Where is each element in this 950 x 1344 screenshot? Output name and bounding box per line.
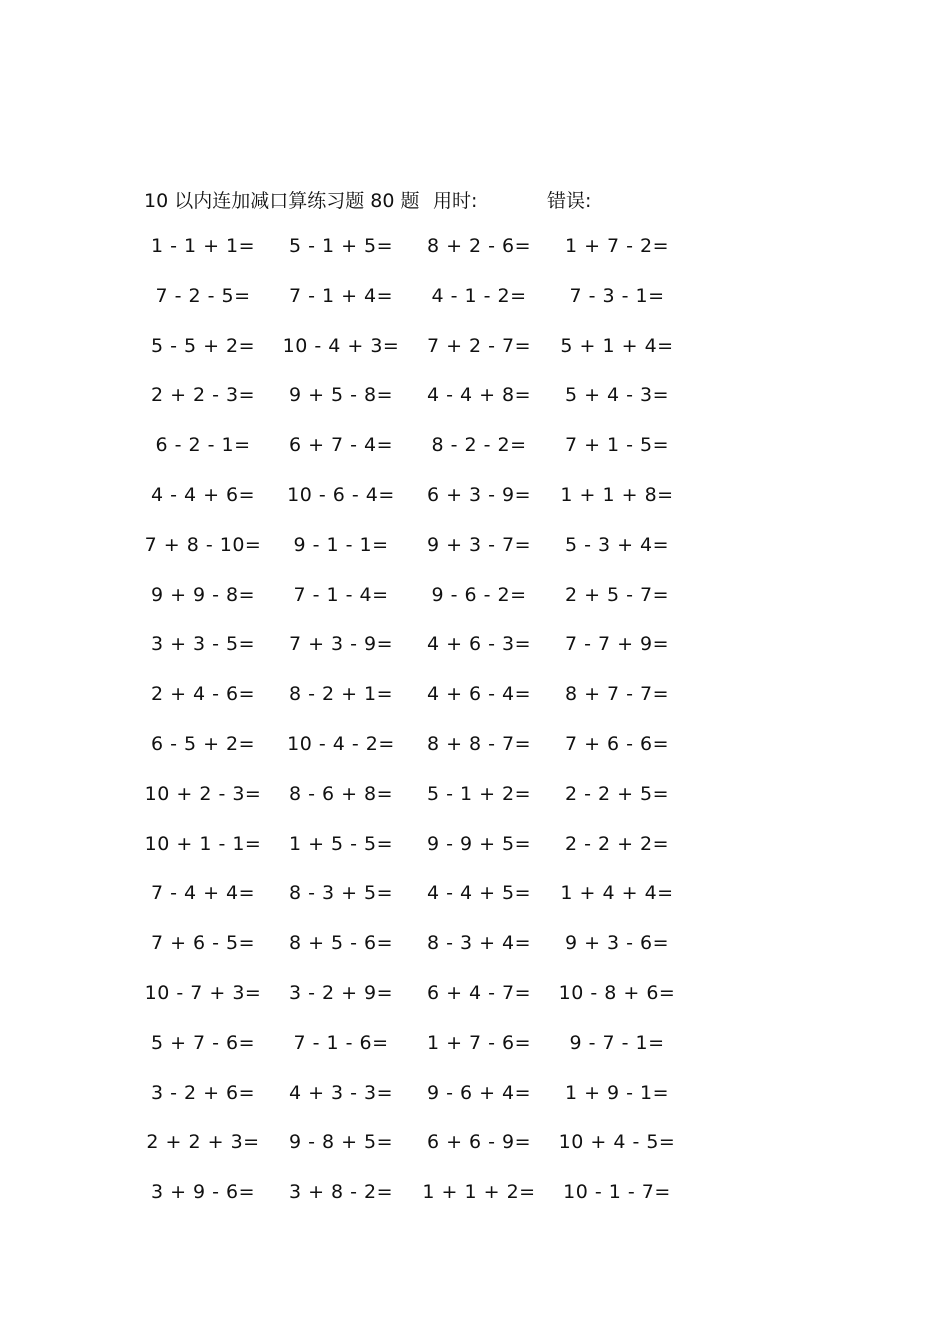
problem-row xyxy=(0,733,950,783)
problem-item: 7 + 1 - 5= xyxy=(564,434,670,457)
problem-item: 7 - 3 - 1= xyxy=(569,284,665,307)
problem-item: 9 + 9 - 8= xyxy=(150,583,256,606)
problem-item: 9 + 5 - 8= xyxy=(288,384,394,407)
problem-item: 8 + 7 - 7= xyxy=(564,683,670,706)
problem-item: 3 + 9 - 6= xyxy=(150,1181,256,1204)
problem-item: 7 + 3 - 9= xyxy=(288,633,394,656)
problem-item: 4 + 6 - 4= xyxy=(426,683,532,706)
problem-row xyxy=(0,882,950,932)
problem-item: 10 - 8 + 6= xyxy=(558,981,676,1004)
errors-label: 错误: xyxy=(547,190,592,212)
problem-item: 2 + 4 - 6= xyxy=(150,683,256,706)
problem-item: 9 - 6 + 4= xyxy=(426,1081,532,1104)
problem-item: 6 - 2 - 1= xyxy=(155,434,251,457)
problem-item: 8 + 2 - 6= xyxy=(426,235,532,257)
problem-row xyxy=(0,335,950,385)
problem-item: 3 + 3 - 5= xyxy=(150,633,256,656)
problem-item: 1 - 1 + 1= xyxy=(150,235,256,257)
problem-item: 10 + 4 - 5= xyxy=(558,1131,676,1154)
problem-item: 1 + 1 + 2= xyxy=(422,1181,536,1204)
problem-item: 10 - 1 - 7= xyxy=(563,1181,671,1204)
problem-item: 9 + 3 - 7= xyxy=(426,533,532,556)
problem-item: 7 - 7 + 9= xyxy=(564,633,670,656)
problem-item: 6 - 5 + 2= xyxy=(150,732,256,755)
problem-row xyxy=(0,584,950,634)
problem-item: 2 + 2 + 3= xyxy=(146,1131,260,1154)
problem-item: 3 - 2 + 9= xyxy=(288,981,394,1004)
problem-item: 2 - 2 + 5= xyxy=(564,782,670,805)
problem-item: 5 + 1 + 4= xyxy=(560,334,674,357)
problem-item: 7 + 2 - 7= xyxy=(426,334,532,357)
problem-row xyxy=(0,484,950,534)
problem-row xyxy=(0,434,950,484)
problem-item: 3 - 2 + 6= xyxy=(150,1081,256,1104)
problem-item: 9 - 6 - 2= xyxy=(431,583,527,606)
problem-item: 9 - 9 + 5= xyxy=(426,832,532,855)
problem-item: 4 - 4 + 8= xyxy=(426,384,532,407)
problem-item: 9 - 8 + 5= xyxy=(288,1131,394,1154)
problem-row xyxy=(0,982,950,1032)
problem-item: 1 + 5 - 5= xyxy=(288,832,394,855)
problem-item: 5 - 3 + 4= xyxy=(564,533,670,556)
problem-item: 10 + 1 - 1= xyxy=(144,832,262,855)
problem-item: 4 - 4 + 5= xyxy=(426,882,532,905)
worksheet-title: 10 以内连加减口算练习题 80 题 xyxy=(144,190,420,212)
problem-item: 4 - 4 + 6= xyxy=(150,483,256,506)
problem-item: 2 - 2 + 2= xyxy=(564,832,670,855)
problem-grid xyxy=(0,235,950,1231)
problem-item: 7 + 6 - 6= xyxy=(564,732,670,755)
problem-row xyxy=(0,833,950,883)
time-label: 用时: xyxy=(433,190,478,212)
problem-item: 4 + 3 - 3= xyxy=(288,1081,394,1104)
problem-item: 8 + 8 - 7= xyxy=(426,732,532,755)
problem-item: 1 + 7 - 6= xyxy=(426,1031,532,1054)
problem-item: 7 + 8 - 10= xyxy=(144,533,262,556)
problem-item: 7 - 1 + 4= xyxy=(288,284,394,307)
problem-row xyxy=(0,683,950,733)
problem-item: 7 - 2 - 5= xyxy=(155,284,251,307)
problem-item: 8 - 6 + 8= xyxy=(288,782,394,805)
problem-item: 8 - 2 - 2= xyxy=(431,434,527,457)
problem-item: 2 + 5 - 7= xyxy=(564,583,670,606)
problem-item: 8 - 3 + 5= xyxy=(288,882,394,905)
problem-item: 7 - 4 + 4= xyxy=(150,882,256,905)
problem-row xyxy=(0,1181,950,1231)
problem-item: 6 + 7 - 4= xyxy=(288,434,394,457)
problem-item: 2 + 2 - 3= xyxy=(150,384,256,407)
problem-item: 3 + 8 - 2= xyxy=(288,1181,394,1204)
problem-item: 6 + 3 - 9= xyxy=(426,483,532,506)
problem-item: 8 - 2 + 1= xyxy=(288,683,394,706)
problem-item: 10 - 7 + 3= xyxy=(144,981,262,1004)
problem-item: 1 + 9 - 1= xyxy=(564,1081,670,1104)
problem-row xyxy=(0,1082,950,1132)
problem-row xyxy=(0,235,950,285)
problem-item: 10 - 4 - 2= xyxy=(287,732,395,755)
problem-row xyxy=(0,1131,950,1181)
problem-row xyxy=(0,384,950,434)
problem-item: 5 - 1 + 5= xyxy=(288,235,394,257)
problem-item: 10 - 4 + 3= xyxy=(282,334,400,357)
problem-row xyxy=(0,1032,950,1082)
problem-item: 5 + 7 - 6= xyxy=(150,1031,256,1054)
problem-item: 8 + 5 - 6= xyxy=(288,932,394,955)
problem-row xyxy=(0,534,950,584)
problem-item: 5 - 1 + 2= xyxy=(426,782,532,805)
problem-row xyxy=(0,932,950,982)
problem-item: 5 - 5 + 2= xyxy=(150,334,256,357)
problem-item: 10 + 2 - 3= xyxy=(144,782,262,805)
problem-item: 6 + 6 - 9= xyxy=(426,1131,532,1154)
problem-item: 5 + 4 - 3= xyxy=(564,384,670,407)
problem-item: 4 + 6 - 3= xyxy=(426,633,532,656)
problem-row xyxy=(0,783,950,833)
problem-item: 8 - 3 + 4= xyxy=(426,932,532,955)
problem-item: 10 - 6 - 4= xyxy=(287,483,395,506)
problem-item: 7 - 1 - 6= xyxy=(293,1031,389,1054)
problem-item: 1 + 4 + 4= xyxy=(560,882,674,905)
problem-item: 1 + 7 - 2= xyxy=(564,235,670,257)
problem-row xyxy=(0,285,950,335)
problem-item: 7 - 1 - 4= xyxy=(293,583,389,606)
problem-row xyxy=(0,633,950,683)
problem-item: 7 + 6 - 5= xyxy=(150,932,256,955)
problem-item: 6 + 4 - 7= xyxy=(426,981,532,1004)
problem-item: 9 - 1 - 1= xyxy=(293,533,389,556)
problem-item: 1 + 1 + 8= xyxy=(560,483,674,506)
problem-item: 4 - 1 - 2= xyxy=(431,284,527,307)
problem-item: 9 - 7 - 1= xyxy=(569,1031,665,1054)
problem-item: 9 + 3 - 6= xyxy=(564,932,670,955)
